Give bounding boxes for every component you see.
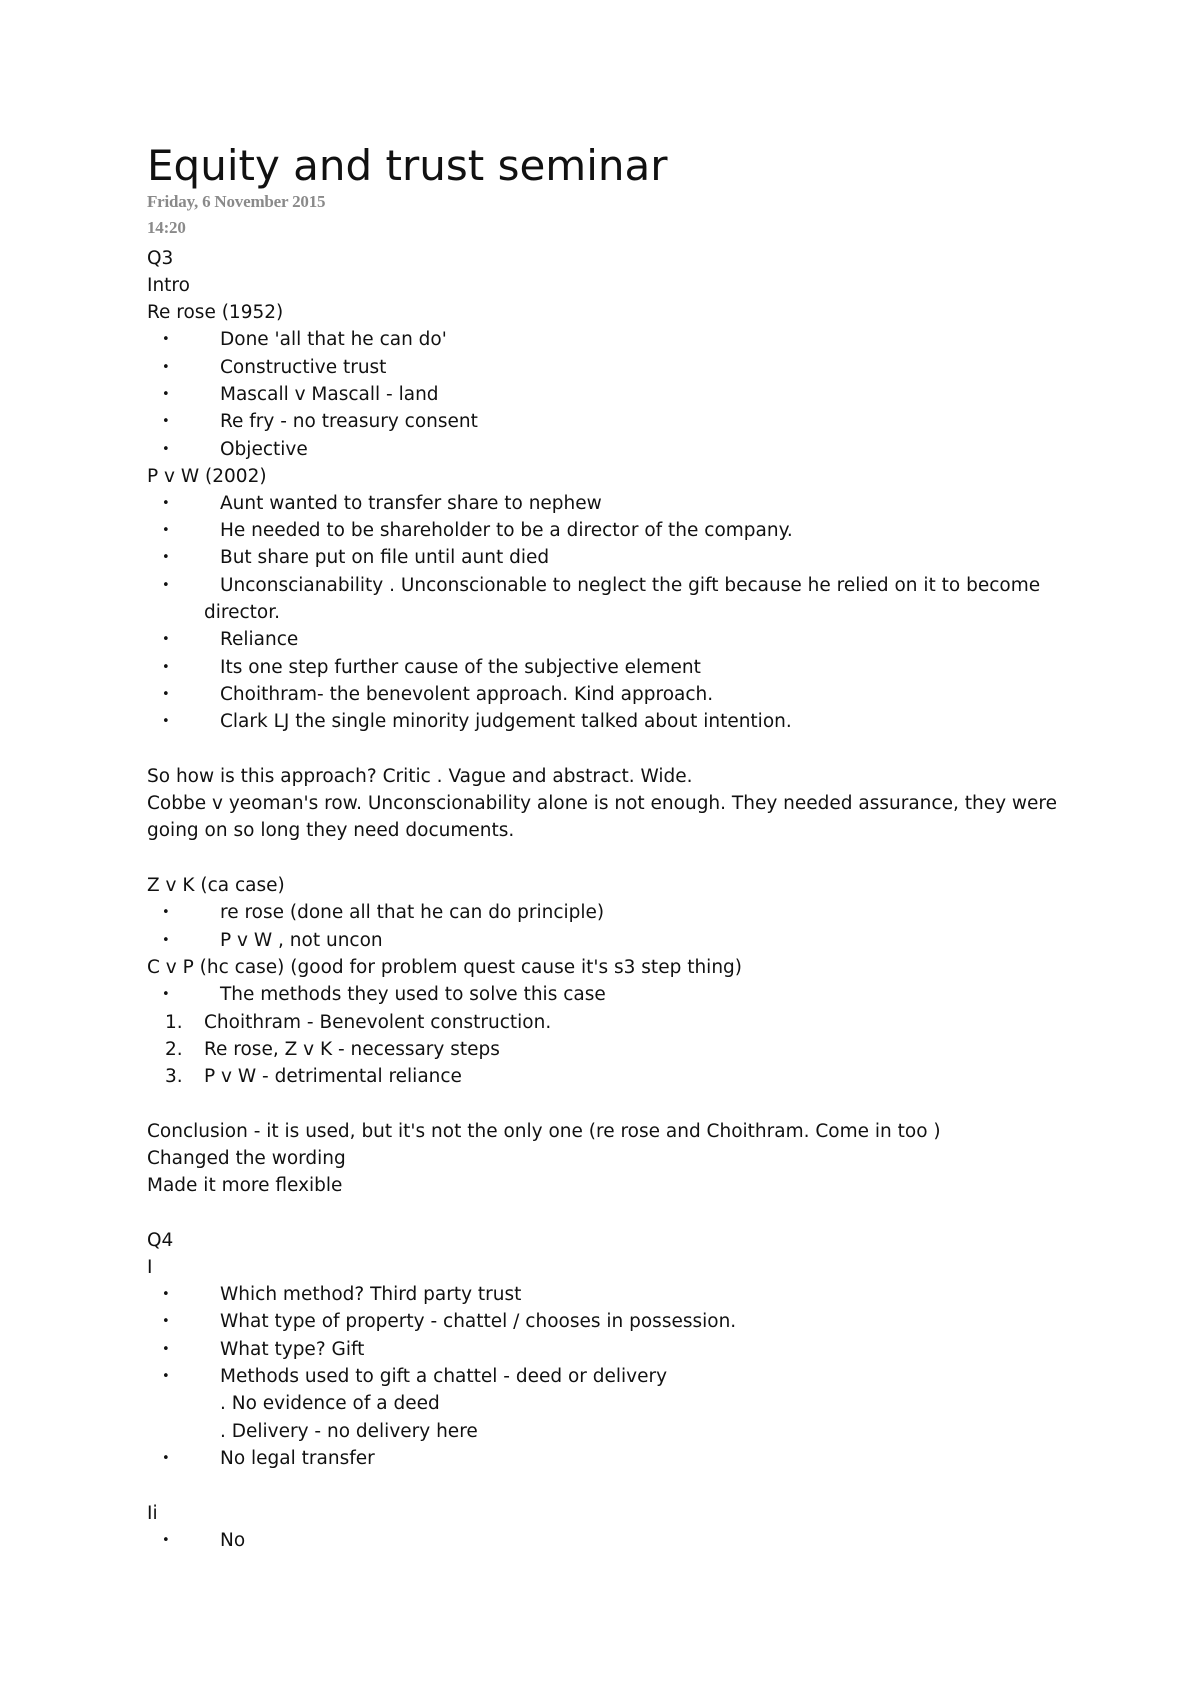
bullet: • [162, 660, 170, 675]
bullet: • [162, 496, 170, 511]
bullet: • [162, 1369, 170, 1384]
c-v-p-heading: C v P (hc case) (good for problem quest cause it's s3 step thing) [147, 957, 742, 978]
bullet: • [162, 1287, 170, 1302]
list-item: Unconscianability . Unconscionable to neglect the gift because he relied on it to become [220, 575, 1041, 596]
list-number: 1. [165, 1012, 183, 1033]
bullet: • [162, 332, 170, 347]
list-item: No legal transfer [220, 1448, 375, 1469]
list-item: re rose (done all that he can do principle) [220, 902, 605, 923]
bullet: • [162, 1533, 170, 1548]
bullet: • [162, 1314, 170, 1329]
list-item: Clark LJ the single minority judgement talked about intention. [220, 711, 792, 732]
bullet: • [162, 360, 170, 375]
bullet: • [162, 387, 170, 402]
bullet: • [162, 687, 170, 702]
intro-line: Intro [147, 275, 190, 296]
page-date: Friday, 6 November 2015 [147, 192, 326, 211]
re-rose-heading: Re rose (1952) [147, 302, 284, 323]
q4-heading: Q4 [147, 1230, 174, 1251]
list-item: Reliance [220, 629, 299, 650]
q3-heading: Q3 [147, 248, 174, 269]
list-item: The methods they used to solve this case [220, 984, 606, 1005]
bullet: • [162, 987, 170, 1002]
paragraph-line: Conclusion - it is used, but it's not the only one (re rose and Choithram. Come in too ) [147, 1121, 941, 1142]
bullet: • [162, 1451, 170, 1466]
list-item: P v W , not uncon [220, 930, 383, 951]
numbered-item: Choithram - Benevolent construction. [204, 1012, 552, 1033]
list-item: Re fry - no treasury consent [220, 411, 478, 432]
bullet: • [162, 1342, 170, 1357]
list-item: Done 'all that he can do' [220, 329, 447, 350]
bullet: • [162, 905, 170, 920]
numbered-item: Re rose, Z v K - necessary steps [204, 1039, 500, 1060]
bullet: • [162, 632, 170, 647]
list-item-continuation: director. [204, 602, 280, 623]
list-item: Which method? Third party trust [220, 1284, 522, 1305]
list-item: What type of property - chattel / chooses in possession. [220, 1311, 737, 1332]
sub-line: . No evidence of a deed [220, 1393, 440, 1414]
paragraph-line: So how is this approach? Critic . Vague and abstract. Wide. [147, 766, 693, 787]
list-item: Constructive trust [220, 357, 387, 378]
bullet: • [162, 523, 170, 538]
z-v-k-heading: Z v K (ca case) [147, 875, 285, 896]
list-item: No [220, 1530, 246, 1551]
page-title: Equity and trust seminar [147, 141, 668, 190]
paragraph-line: Made it more flexible [147, 1175, 343, 1196]
list-item: Its one step further cause of the subjective element [220, 657, 701, 678]
paragraph-line: Changed the wording [147, 1148, 346, 1169]
part-ii-label: Ii [147, 1503, 158, 1524]
bullet: • [162, 550, 170, 565]
list-number: 3. [165, 1066, 183, 1087]
numbered-item: P v W - detrimental reliance [204, 1066, 462, 1087]
bullet: • [162, 578, 170, 593]
page-time: 14:20 [147, 218, 186, 237]
paragraph-line: Cobbe v yeoman's row. Unconscionability alone is not enough. They needed assurance, they were [147, 793, 1057, 814]
p-v-w-heading: P v W (2002) [147, 466, 267, 487]
list-item: He needed to be shareholder to be a director of the company. [220, 520, 793, 541]
bullet: • [162, 714, 170, 729]
bullet: • [162, 933, 170, 948]
list-item: Choithram- the benevolent approach. Kind approach. [220, 684, 714, 705]
list-item: Objective [220, 439, 308, 460]
list-item: But share put on file until aunt died [220, 547, 550, 568]
list-item: Methods used to gift a chattel - deed or delivery [220, 1366, 668, 1387]
part-i-label: I [147, 1257, 153, 1278]
list-item: What type? Gift [220, 1339, 365, 1360]
list-item: Mascall v Mascall - land [220, 384, 439, 405]
bullet: • [162, 414, 170, 429]
paragraph-line: going on so long they need documents. [147, 820, 515, 841]
list-item: Aunt wanted to transfer share to nephew [220, 493, 602, 514]
sub-line: . Delivery - no delivery here [220, 1421, 478, 1442]
bullet: • [162, 442, 170, 457]
list-number: 2. [165, 1039, 183, 1060]
